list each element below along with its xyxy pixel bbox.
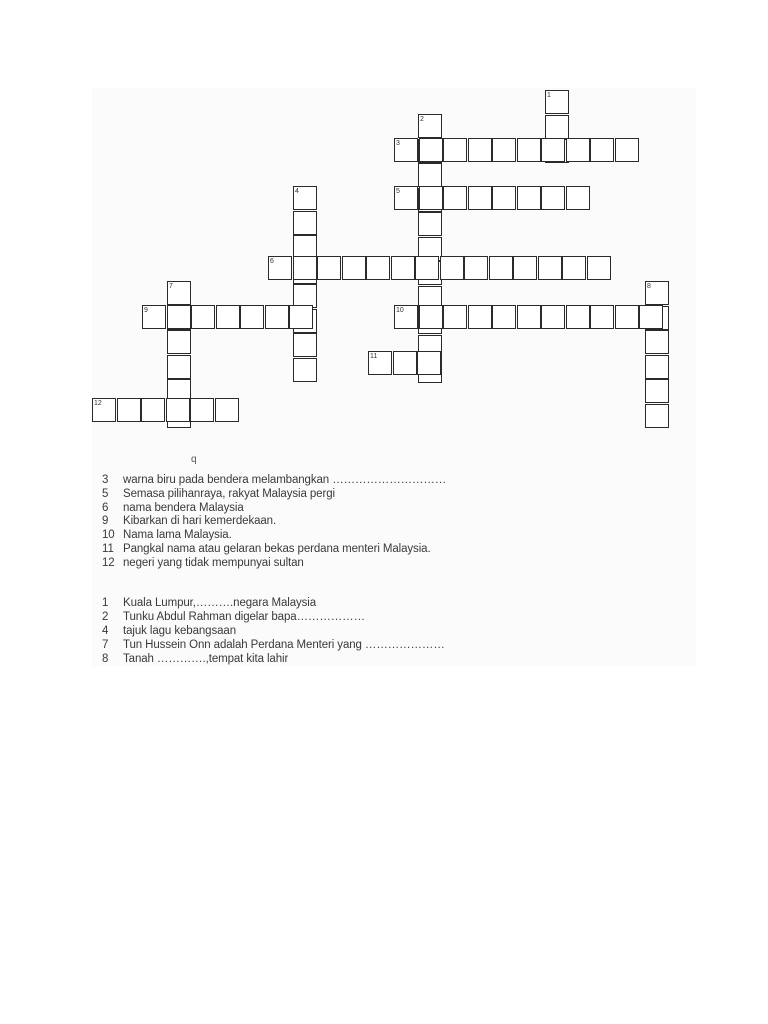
crossword-cell-11-across[interactable] xyxy=(417,351,441,375)
crossword-cell-3-across[interactable] xyxy=(517,138,541,162)
crossword-number-11: 11 xyxy=(370,353,378,360)
crossword-cell-10-across[interactable] xyxy=(492,305,516,329)
crossword-cell-10-across[interactable] xyxy=(566,305,590,329)
crossword-cell-5-across[interactable] xyxy=(419,186,443,210)
crossword-cell-3-across[interactable] xyxy=(541,138,565,162)
clue-across-12: 12 negeri yang tidak mempunyai sultan xyxy=(102,557,304,569)
stray-mark: q xyxy=(191,454,197,465)
crossword-cell-3-across[interactable] xyxy=(615,138,639,162)
crossword-cell-10-across[interactable] xyxy=(443,305,467,329)
crossword-cell-3-across[interactable] xyxy=(590,138,614,162)
crossword-cell-9-across[interactable] xyxy=(240,305,264,329)
crossword-cell-6-across[interactable] xyxy=(366,256,390,280)
crossword-cell-6-across[interactable] xyxy=(391,256,415,280)
crossword-number-1: 1 xyxy=(547,92,551,99)
crossword-cell-3-across[interactable] xyxy=(443,138,467,162)
crossword-number-3: 3 xyxy=(396,140,400,147)
crossword-cell-10-across[interactable] xyxy=(590,305,614,329)
crossword-cell-6-across[interactable] xyxy=(317,256,341,280)
crossword-number-2: 2 xyxy=(420,116,424,123)
crossword-cell-6-across[interactable] xyxy=(415,256,439,280)
crossword-cell-6-across[interactable] xyxy=(489,256,513,280)
crossword-cell-7-down[interactable] xyxy=(167,355,191,379)
crossword-cell-5-across[interactable] xyxy=(492,186,516,210)
crossword-cell-6-across[interactable] xyxy=(538,256,562,280)
crossword-cell-6-across[interactable] xyxy=(293,256,317,280)
crossword-cell-6-across[interactable] xyxy=(587,256,611,280)
crossword-cell-8-down[interactable] xyxy=(645,355,669,379)
crossword-cell-11-across[interactable] xyxy=(393,351,417,375)
crossword-number-6: 6 xyxy=(270,258,274,265)
crossword-cell-8-down[interactable] xyxy=(645,330,669,354)
crossword-number-10: 10 xyxy=(396,307,404,314)
crossword-cell-8-down[interactable] xyxy=(645,404,669,428)
clue-across-10: 10 Nama lama Malaysia. xyxy=(102,529,232,541)
crossword-cell-12-across[interactable] xyxy=(166,398,190,422)
crossword-cell-9-across[interactable] xyxy=(289,305,313,329)
crossword-cell-10-across[interactable] xyxy=(468,305,492,329)
clue-down-4: 4 tajuk lagu kebangsaan xyxy=(102,625,236,637)
crossword-cell-3-across[interactable] xyxy=(566,138,590,162)
crossword-cell-5-across[interactable] xyxy=(541,186,565,210)
crossword-cell-10-across[interactable] xyxy=(541,305,565,329)
crossword-cell-12-across[interactable] xyxy=(117,398,141,422)
crossword-cell-6-across[interactable] xyxy=(342,256,366,280)
crossword-number-9: 9 xyxy=(144,307,148,314)
clue-down-7: 7 Tun Hussein Onn adalah Perdana Menteri yang ………………… xyxy=(102,639,445,651)
crossword-number-12: 12 xyxy=(94,400,102,407)
crossword-cell-12-across[interactable] xyxy=(215,398,239,422)
crossword-cell-6-across[interactable] xyxy=(464,256,488,280)
clue-across-5: 5 Semasa pilihanraya, rakyat Malaysia pergi xyxy=(102,488,335,500)
clue-across-11: 11 Pangkal nama atau gelaran bekas perdana menteri Malaysia. xyxy=(102,543,431,555)
crossword-cell-5-across[interactable] xyxy=(517,186,541,210)
crossword-cell-12-across[interactable] xyxy=(141,398,165,422)
crossword-cell-4-down[interactable] xyxy=(293,358,317,382)
crossword-cell-9-across[interactable] xyxy=(191,305,215,329)
clue-across-9: 9 Kibarkan di hari kemerdekaan. xyxy=(102,515,277,527)
crossword-cell-3-across[interactable] xyxy=(419,138,443,162)
crossword-cell-9-across[interactable] xyxy=(265,305,289,329)
crossword-number-4: 4 xyxy=(295,188,299,195)
clue-across-6: 6 nama bendera Malaysia xyxy=(102,502,244,514)
clue-down-2: 2 Tunku Abdul Rahman digelar bapa……………… xyxy=(102,611,365,623)
crossword-cell-2-down[interactable] xyxy=(418,163,442,187)
clue-down-8: 8 Tanah ………….,tempat kita lahir xyxy=(102,653,289,665)
crossword-cell-6-across[interactable] xyxy=(513,256,537,280)
crossword-number-8: 8 xyxy=(647,283,651,290)
crossword-cell-7-down[interactable] xyxy=(167,330,191,354)
crossword-cell-3-across[interactable] xyxy=(492,138,516,162)
crossword-cell-10-across[interactable] xyxy=(517,305,541,329)
crossword-cell-5-across[interactable] xyxy=(566,186,590,210)
crossword-cell-5-across[interactable] xyxy=(468,186,492,210)
crossword-cell-10-across[interactable] xyxy=(615,305,639,329)
crossword-cell-2-down[interactable] xyxy=(418,212,442,236)
crossword-cell-9-across[interactable] xyxy=(216,305,240,329)
clue-down-1: 1 Kuala Lumpur,……….negara Malaysia xyxy=(102,597,317,609)
crossword-cell-6-across[interactable] xyxy=(440,256,464,280)
crossword-cell-10-across[interactable] xyxy=(419,305,443,329)
crossword-cell-1-down[interactable] xyxy=(545,115,569,139)
crossword-cell-4-down[interactable] xyxy=(293,333,317,357)
crossword-cell-8-down[interactable] xyxy=(645,379,669,403)
crossword-cell-3-across[interactable] xyxy=(468,138,492,162)
crossword-cell-6-across[interactable] xyxy=(562,256,586,280)
crossword-cell-9-across[interactable] xyxy=(167,305,191,329)
clue-across-3: 3 warna biru pada bendera melambangkan ………………………… xyxy=(102,474,447,486)
crossword-cell-5-across[interactable] xyxy=(443,186,467,210)
crossword-number-5: 5 xyxy=(396,188,400,195)
crossword-cell-12-across[interactable] xyxy=(190,398,214,422)
crossword-cell-4-down[interactable] xyxy=(293,211,317,235)
crossword-number-7: 7 xyxy=(169,283,173,290)
crossword-cell-10-across[interactable] xyxy=(639,305,663,329)
